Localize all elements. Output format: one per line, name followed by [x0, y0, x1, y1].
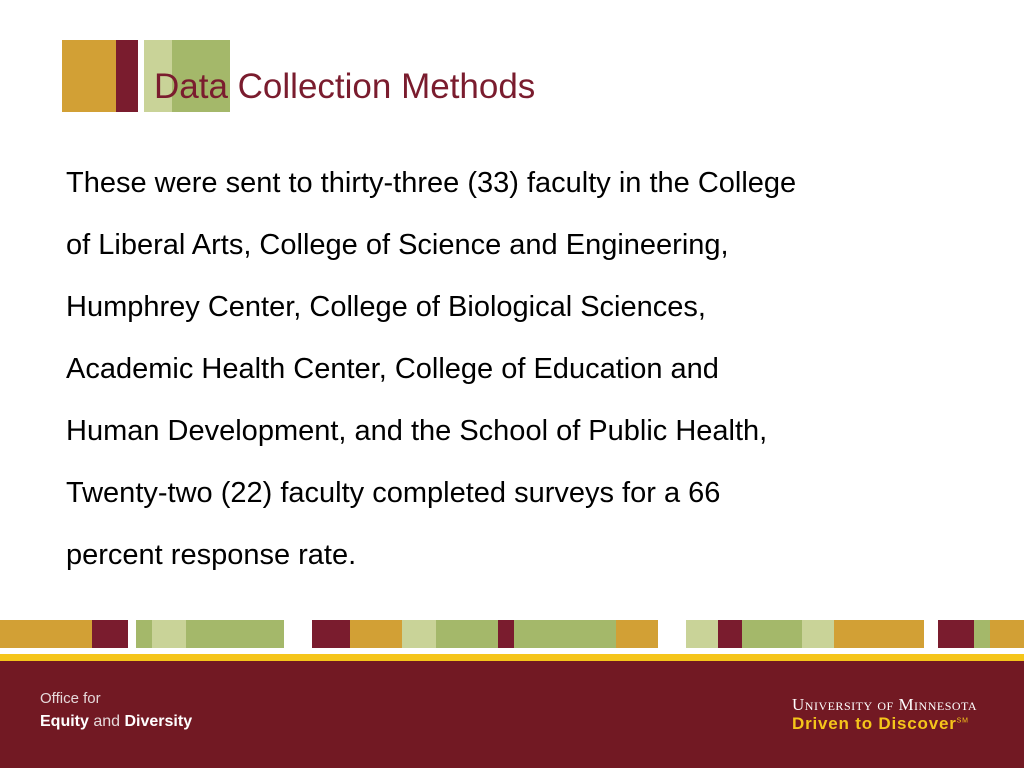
service-mark: SM	[956, 717, 969, 725]
strip-block	[152, 620, 186, 648]
strip-block	[402, 620, 436, 648]
office-for-label: Office for	[40, 690, 101, 707]
body-line: percent response rate.	[66, 539, 357, 571]
diversity-word: Diversity	[124, 713, 193, 730]
slide-body	[66, 152, 966, 586]
strip-block	[498, 620, 514, 648]
strip-block	[92, 620, 128, 648]
footer-gold-line	[0, 654, 1024, 661]
university-name: University of Minnesota	[792, 695, 978, 714]
strip-block	[686, 620, 718, 648]
strip-block	[436, 620, 498, 648]
body-line: Humphrey Center, College of Biological Sciences,	[66, 291, 706, 323]
body-line: Human Development, and the School of Public Health,	[66, 415, 768, 447]
strip-block	[514, 620, 616, 648]
strip-block	[312, 620, 350, 648]
office-name	[40, 713, 192, 731]
strip-block	[0, 620, 92, 648]
tagline	[792, 714, 969, 734]
strip-block	[718, 620, 742, 648]
slide-title: Data Collection Methods	[154, 67, 536, 106]
strip-block	[742, 620, 802, 648]
strip-block	[834, 620, 924, 648]
strip-block	[616, 620, 658, 648]
strip-block	[802, 620, 834, 648]
body-line: Academic Health Center, College of Education and	[66, 353, 719, 385]
body-line: Twenty-two (22) faculty completed surveys for a 66	[66, 477, 721, 509]
body-line: of Liberal Arts, College of Science and Engineering,	[66, 229, 729, 261]
body-line: These were sent to thirty-three (33) faculty in the College	[66, 167, 797, 199]
strip-block	[938, 620, 974, 648]
tagline-text: Driven to Discover	[792, 714, 957, 733]
strip-block	[136, 620, 152, 648]
university-wordmark	[792, 695, 977, 715]
logo-maroon-bar	[116, 40, 138, 112]
equity-word: Equity	[40, 713, 89, 730]
strip-block	[990, 620, 1024, 648]
strip-block	[350, 620, 402, 648]
logo-gold-square	[62, 40, 116, 112]
strip-block	[974, 620, 990, 648]
strip-block	[186, 620, 284, 648]
and-word: and	[93, 713, 121, 730]
